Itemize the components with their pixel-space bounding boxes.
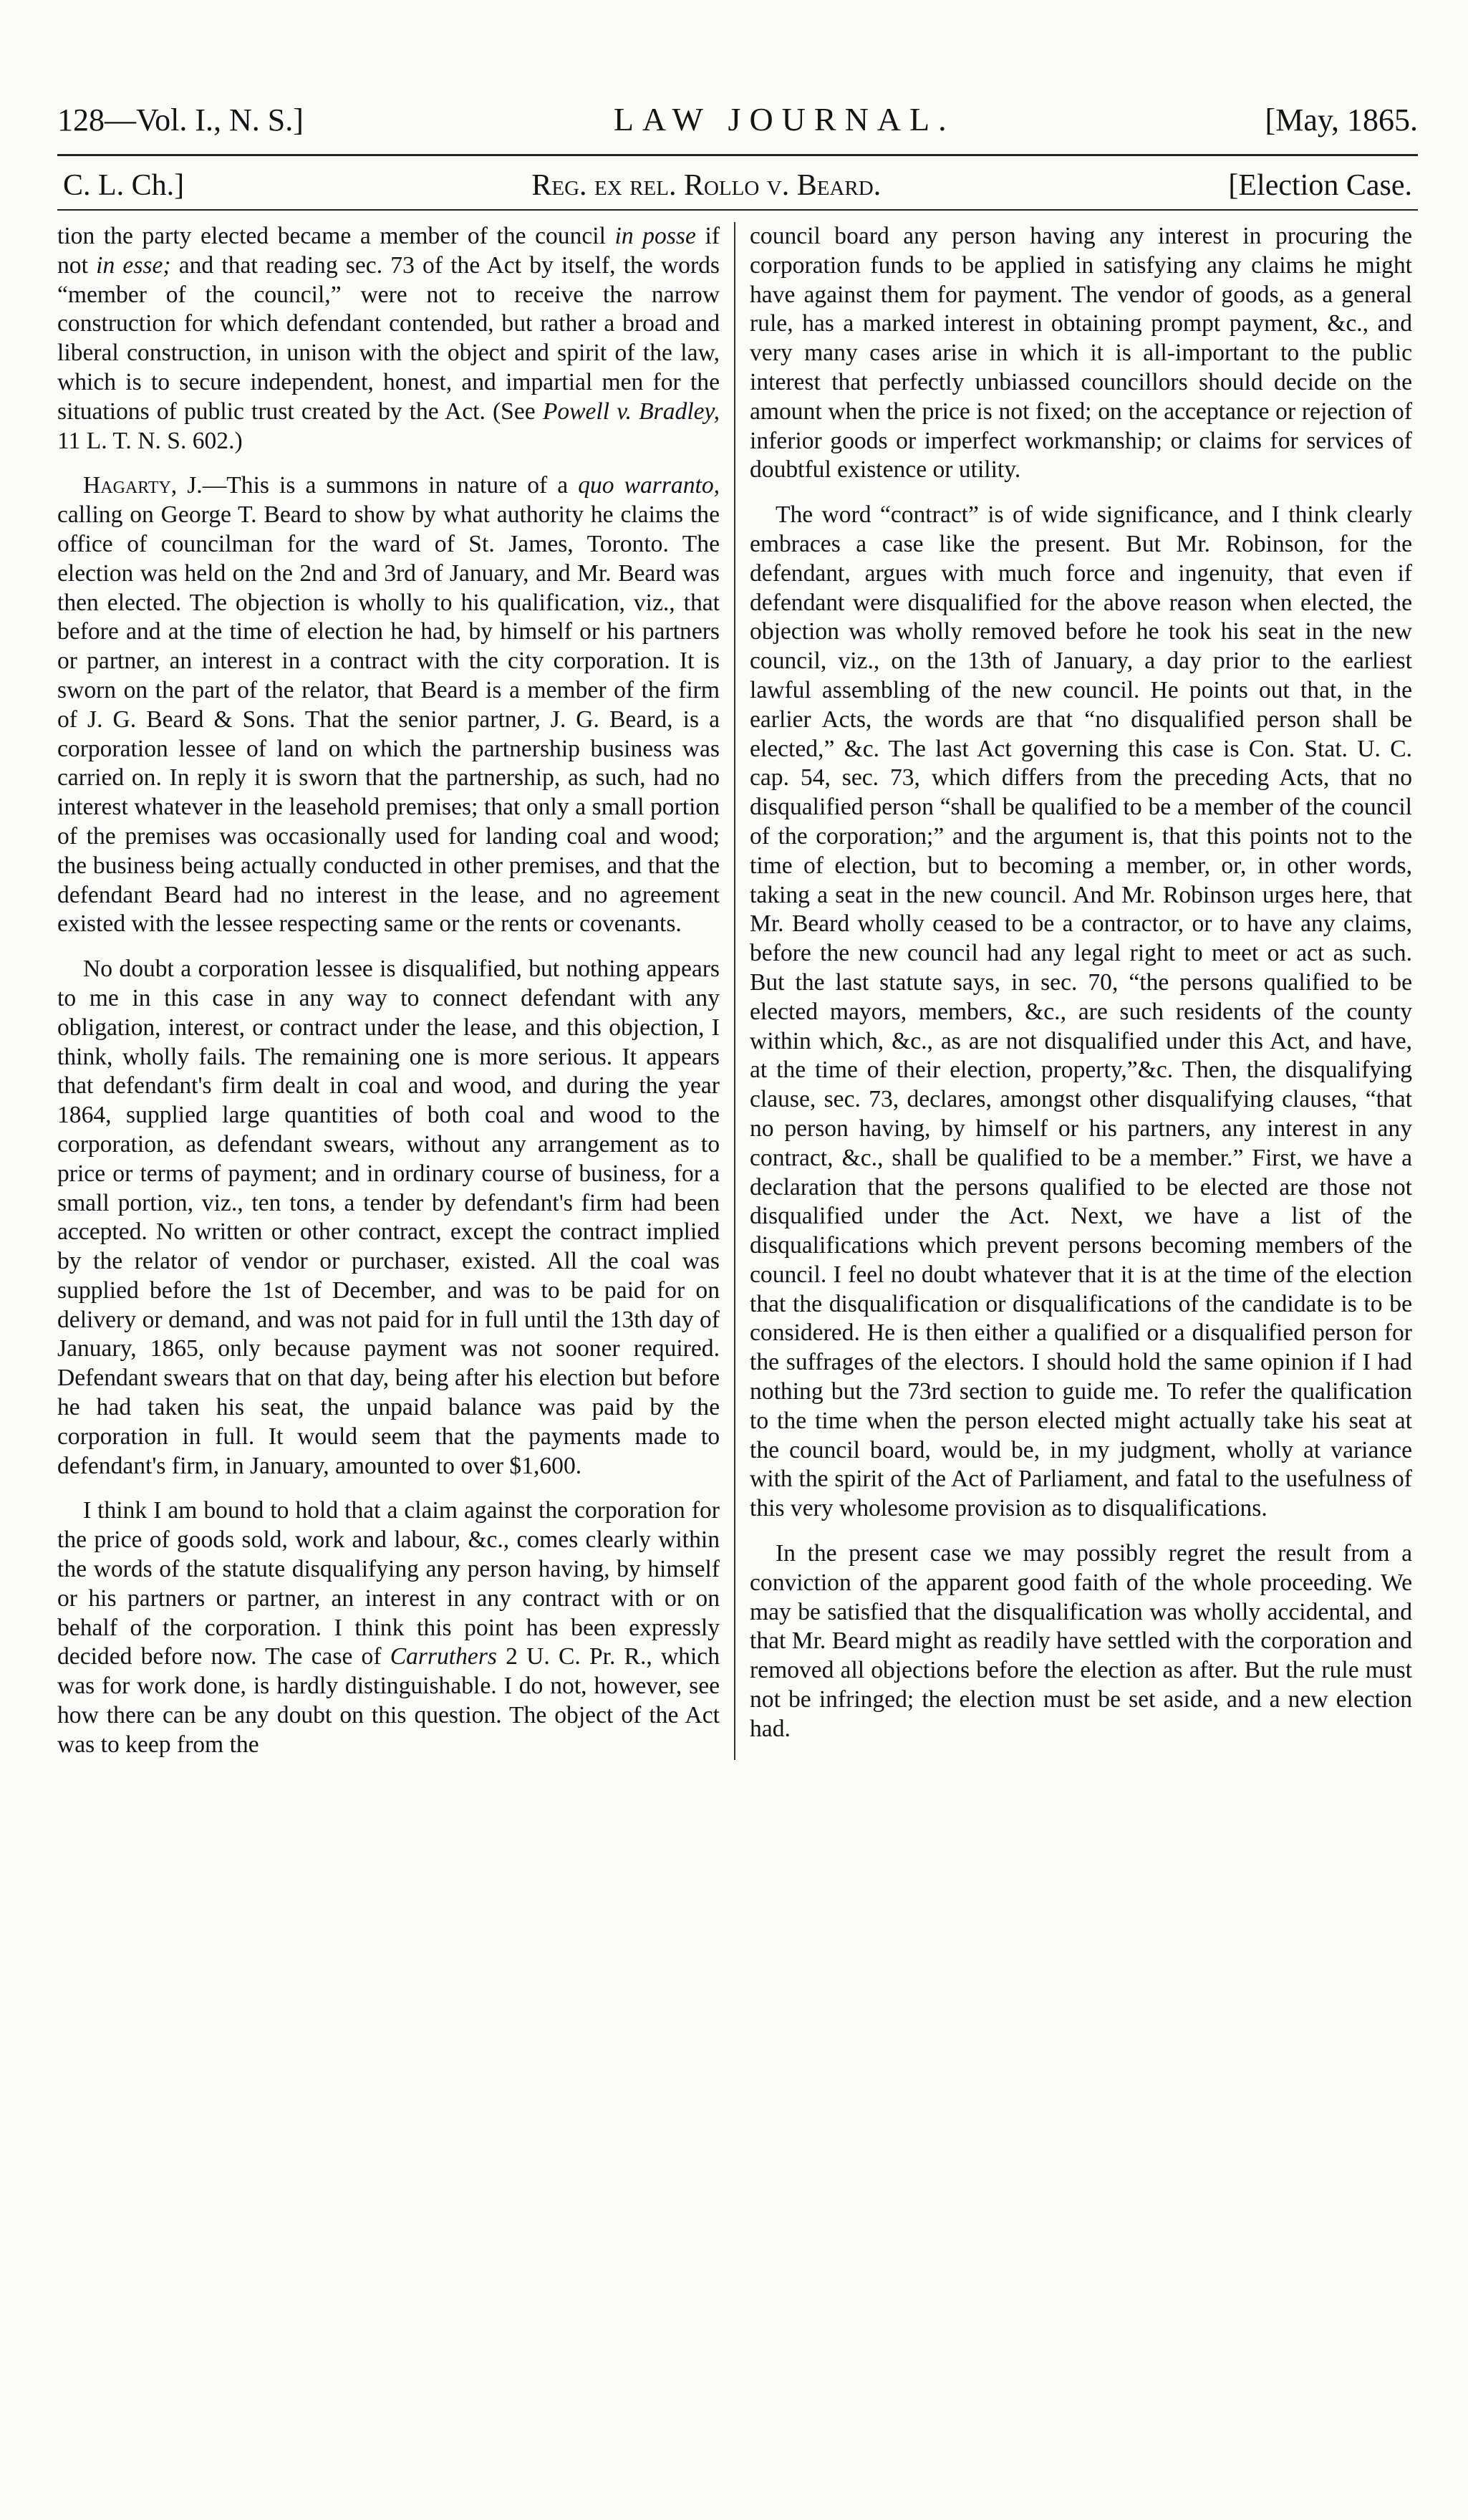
case-title: Reg. ex rel. Rollo v. Beard. [531, 169, 882, 202]
paragraph: No doubt a corporation lessee is disqualified, but nothing appears to me in this case in any way to connect defendant with any obligation, interest, or contract under the lease, and this objection, I think, wholly fails. The remaining one is more serious. It appears that defendant's firm dealt in coal and wood, and during the year 1864, supplied large quantities of both coal and wood to the corporation, as defendant swears, without any arrangement as to price or terms of payment; and in ordinary course of business, for a small portion, viz., ten tons, a tender by defendant's firm had been accepted. No written or other contract, except the contract implied by the relator of vendor or purchaser, existed. All the coal was supplied before the 1st of December, and was to be paid for on delivery or demand, and was not paid for in full until the 13th day of January, 1865, only because payment was not sooner required. Defendant swears that on that day, being after his election but before he had taken his seat, the unpaid balance was paid by the corporation in full. It would seem that the payments made to defendant's firm, in January, amounted to over $1,600. [57, 956, 720, 1479]
judge-name: Hagarty, J. [83, 472, 203, 499]
paragraph: I think I am bound to hold that a claim against the corporation for the price of goods sold, work and labour, &c., comes clearly within the words of the statute disqualifying any person having, by himself or his partners or partner, an interest in any contract with or on behalf of the corporation. I think this point has been expressly decided before now. The case of Carruthers 2 U. C. Pr. R., which was for work done, is hardly distinguishable. I do not, however, see how there can be any doubt on this question. The object of the Act was to keep from the [57, 1497, 720, 1758]
case-header [57, 156, 1418, 209]
header-rule-bottom [57, 209, 1418, 211]
left-column [57, 222, 734, 1760]
paragraph: Hagarty, J.—This is a summons in nature of a quo warranto, calling on George T. Beard to show by what authority he claims the office of councilman for the ward of St. James, Toronto. The election was held on the 2nd and 3rd of January, and Mr. Beard was then elected. The objection is wholly to his qualification, viz., that before and at the time of election he had, by himself or his partners or partner, an interest in a contract with the city corporation. It is sworn on the part of the relator, that Beard is a member of the firm of J. G. Beard & Sons. That the senior partner, J. G. Beard, is a corporation lessee of land on which the partnership business was carried on. In reply it is sworn that the partnership, as such, had no interest whatever in the leasehold premises; that only a small portion of the premises was occasionally used for landing coal and wood; the business being actually conducted in other premises, and that the defendant Beard had no interest in the lease, and no agreement existed with the lessee respecting same or the rents or covenants. [57, 472, 720, 938]
issue-date: [May, 1865. [1265, 102, 1418, 138]
paragraph: tion the party elected became a member of the council in posse if not in esse; and that reading sec. 73 of the Act by itself, the words “member of the council,” were not to receive the narrow construction for which defendant contended, but rather a broad and liberal construction, in unison with the object and spirit of the law, which is to secure independent, honest, and impartial men for the situations of public trust created by the Act. (See Powell v. Bradley, 11 L. T. N. S. 602.) [57, 223, 720, 454]
court-label: C. L. Ch.] [63, 169, 185, 202]
right-column [734, 222, 1412, 1760]
paragraph: The word “contract” is of wide significance, and I think clearly embraces a case like the present. But Mr. Robinson, for the defendant, argues with much force and ingenuity, that even if defendant were disqualified for the above reason when elected, the objection was wholly removed before he took his seat in the new council, viz., on the 13th of January, a day prior to the earliest lawful assembling of the new council. He points out that, in the earlier Acts, the words are that “no disqualified person shall be elected,” &c. The last Act governing this case is Con. Stat. U. C. cap. 54, sec. 73, which differs from the preceding Acts, that no disqualified person “shall be qualified to be a member of the council of the corporation;” and the argument is, that this points not to the time of election, but to becoming a member, or, in other words, taking a seat in the new council. And Mr. Robinson urges here, that Mr. Beard wholly ceased to be a contractor, or to have any claims, before the new council had any legal right to meet or act as such. But the last statute says, in sec. 70, “the persons qualified to be elected mayors, members, &c., are such residents of the county within which, &c., as are not disqualified under this Act, and have, at the time of their election, property,”&c. Then, the disqualifying clause, sec. 73, declares, amongst other disqualifying clauses, “that no person having, by himself or his partners, any interest in any contract, &c., shall be qualified to be a member.” First, we have a declaration that the persons qualified to be elected are those not disqualified under the Act. Next, we have a list of the disqualifications which prevent persons becoming members of the council. I feel no doubt whatever that it is at the time of the election that the disqualification or disqualifications of the candidate is to be considered. He is then either a qualified or a disqualified person for the suffrages of the electors. I should hold the same opinion if I had nothing but the 73rd section to guide me. To refer the qualification to the time when the person elected might actually take his seat at the council board, would be, in my judgment, wholly at variance with the spirit of the Act of Parliament, and fatal to the usefulness of this very wholesome provision as to disqualifications. [750, 501, 1412, 1522]
case-category: [Election Case. [1228, 169, 1412, 202]
running-header [57, 100, 1418, 140]
paragraph: council board any person having any interest in procuring the corporation funds to be applied in satisfying any claims he might have against them for payment. The vendor of goods, as a general rule, has a marked interest in obtaining prompt payment, &c., and very many cases arise in which it is all-important to the public interest that perfectly unbiassed councillors should decide on the amount when the price is not fixed; on the acceptance or rejection of inferior goods or imperfect workmanship; or claims for services of doubtful existence or utility. [750, 223, 1412, 484]
case-citation: Carruthers [390, 1643, 497, 1670]
journal-title: LAW JOURNAL. [613, 101, 955, 138]
page-volume: 128—Vol. I., N. S.] [57, 102, 304, 138]
article-body [57, 222, 1418, 1760]
case-citation: Powell v. Bradley, [542, 398, 720, 425]
paragraph: In the present case we may possibly regret the result from a conviction of the apparent good faith of the whole proceeding. We may be satisfied that the disqualification was wholly accidental, and that Mr. Beard might as readily have settled with the corporation and removed all objections before the election as after. But the rule must not be infringed; the election must be set aside, and a new election had. [750, 1540, 1413, 1742]
